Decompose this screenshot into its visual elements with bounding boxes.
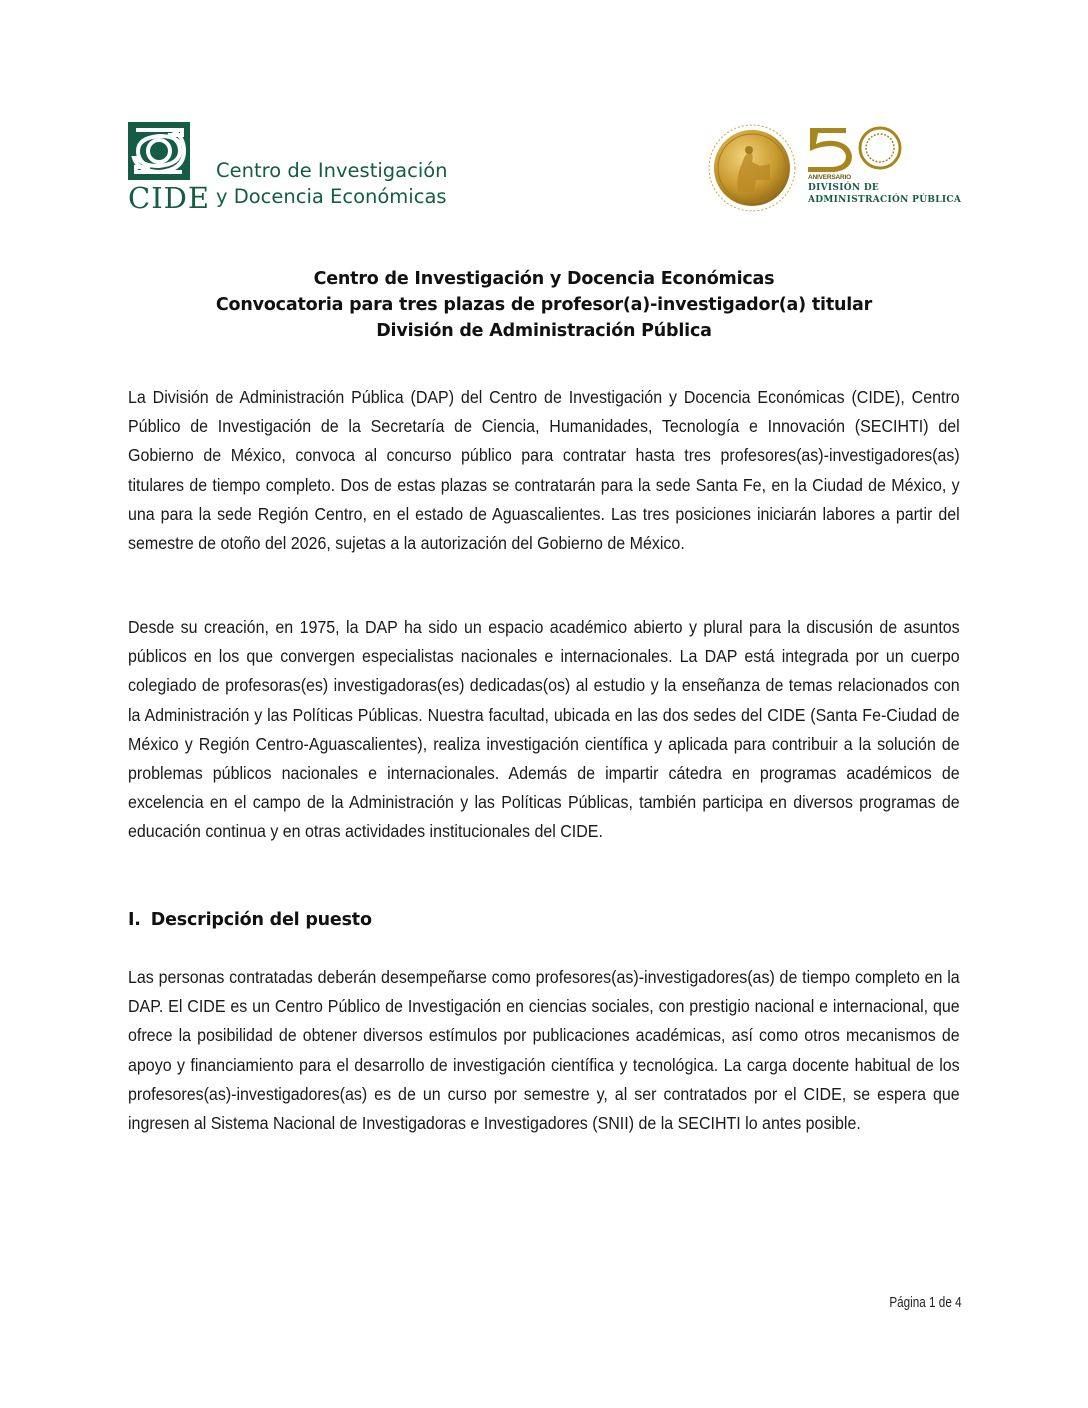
page-number: Página 1 de 4 [889, 1294, 962, 1311]
dap-anniversary-logo [708, 124, 968, 214]
section-paragraph: Las personas contratadas deberán desempeñarse como profesores(as)-investigadores(as) de tiempo completo en la DAP. El CIDE es un Centro Público de Investigación en ciencias sociales, con prestigio nacional e internacional, que ofrece la posibilidad de obtener diversos estímulos por publicaciones académicas, así como otros mecanismos de apoyo y financiamiento para el desarrollo de investigación científica y tecnológica. La carga docente habitual de los profesores(as)-investigadores(as) es de un curso por semestre y, al ser contratados por el CIDE, se espera que ingresen al Sistema Nacional de Investigadoras e Investigadores (SNII) de la SECIHTI lo antes posible. [128, 967, 960, 1134]
anniversary-label: ANIVERSARIO [808, 174, 851, 181]
document-titles [128, 266, 960, 344]
cide-name-line1: Centro de Investigación [216, 159, 448, 182]
title-division: División de Administración Pública [376, 321, 712, 341]
cide-full-name [216, 158, 448, 210]
section-title: Descripción del puesto [150, 910, 372, 930]
cide-emblem-icon [128, 122, 190, 180]
section-heading-description [128, 910, 372, 930]
title-institution: Centro de Investigación y Docencia Económicas [313, 269, 775, 289]
dap-name [808, 182, 961, 206]
dap-name-line2: ADMINISTRACIÓN PÚBLICA [808, 195, 962, 205]
section-number: I. [128, 910, 141, 930]
fifty-years-icon [806, 126, 906, 174]
gold-medal-icon [708, 124, 796, 212]
intro-paragraph-1: La División de Administración Pública (DAP) del Centro de Investigación y Docencia Económicas (CIDE), Centro Público de Investigación de la Secretaría de Ciencia, Humanidades, Tecnología e Innovación (SECIHTI) del Gobierno de México, convoca al concurso público para contratar hasta tres profesores(as)-investigadores(as) titulares de tiempo completo. Dos de estas plazas se contratarán para la sede Santa Fe, en la Ciudad de México, y una para la sede Región Centro, en el estado de Aguascalientes. Las tres posiciones iniciarán labores a partir del semestre de otoño del 2026, sujetas a la autorización del Gobierno de México. [128, 387, 960, 554]
dap-name-line1: DIVISIÓN DE [808, 183, 880, 193]
intro-paragraph-2: Desde su creación, en 1975, la DAP ha sido un espacio académico abierto y plural para la discusión de asuntos públicos en los que convergen especialistas nacionales e internacionales. La DAP está integrada por un cuerpo colegiado de profesoras(es) investigadoras(es) dedicadas(os) al estudio y la enseñanza de temas relacionados con la Administración y las Políticas Públicas. Nuestra facultad, ubicada en las dos sedes del CIDE (Santa Fe-Ciudad de México y Región Centro-Aguascalientes), realiza investigación científica y aplicada para contribuir a la solución de problemas públicos nacionales e internacionales. Además de impartir cátedra en programas académicos de excelencia en el campo de la Administración y las Políticas Públicas, también participa en diversos programas de educación continua y en otras actividades institucionales del CIDE. [128, 617, 960, 842]
cide-logo [128, 122, 448, 214]
cide-name-line2: y Docencia Económicas [216, 185, 447, 208]
cide-acronym: CIDE [128, 181, 211, 215]
title-call: Convocatoria para tres plazas de profesor(a)-investigador(a) titular [215, 295, 873, 315]
